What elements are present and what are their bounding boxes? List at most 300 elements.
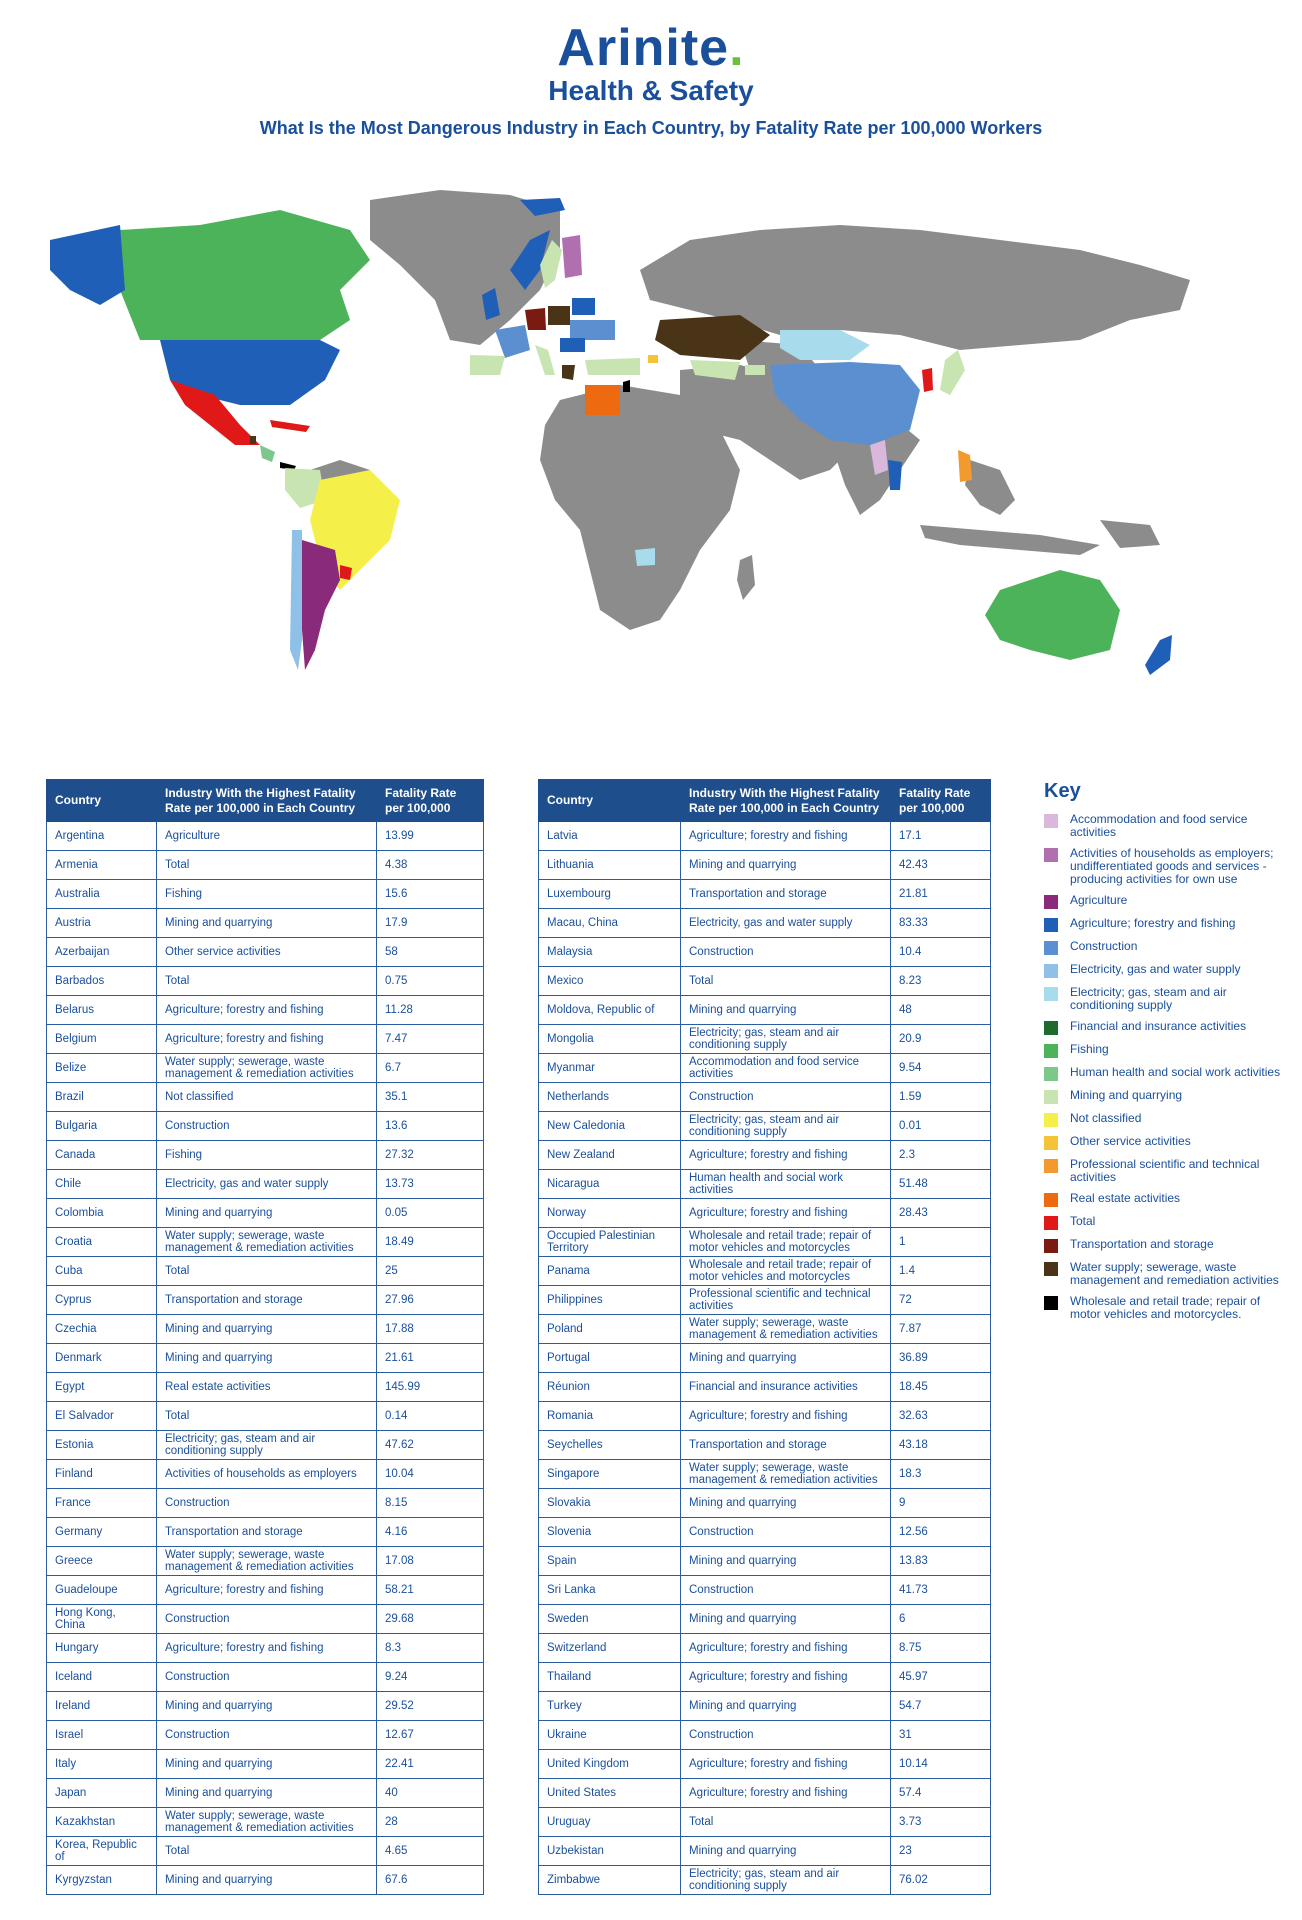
table-row [47,1779,484,1808]
table-row [539,1402,991,1431]
table-row [47,1141,484,1170]
table-row [539,1141,991,1170]
cell-industry: Transportation and storage [681,880,891,909]
cell-country: Cuba [47,1257,157,1286]
table-row [539,1547,991,1576]
greece-shape [562,365,575,380]
world-map-svg [40,170,1260,770]
key-swatch [1044,1193,1058,1207]
header-country: Country [539,780,681,822]
cell-industry: Agriculture; forestry and fishing [681,1663,891,1692]
key-item [1044,1135,1284,1150]
cell-rate: 36.89 [891,1344,991,1373]
cell-country: Latvia [539,822,681,851]
table-row [47,1460,484,1489]
cell-industry: Water supply; sewerage, waste management & remediation activities [157,1054,377,1083]
table-row [539,909,991,938]
cell-rate: 4.65 [377,1837,484,1866]
cell-rate: 45.97 [891,1663,991,1692]
cell-industry: Construction [157,1489,377,1518]
cell-country: Uzbekistan [539,1837,681,1866]
cell-industry: Construction [681,938,891,967]
cell-country: Norway [539,1199,681,1228]
table-row [47,1634,484,1663]
cell-rate: 27.32 [377,1141,484,1170]
table-row [539,1576,991,1605]
key-item [1044,986,1284,1012]
key-swatch [1044,941,1058,955]
argentina-shape [302,540,340,670]
table-row [539,1228,991,1257]
cell-rate: 12.56 [891,1518,991,1547]
spain-shape [470,355,505,375]
cell-country: Colombia [47,1199,157,1228]
cell-industry: Water supply; sewerage, waste management & remediation activities [681,1315,891,1344]
cell-industry: Mining and quarrying [681,1692,891,1721]
cell-country: Kazakhstan [47,1808,157,1837]
table-row [47,1866,484,1895]
cell-country: Moldova, Republic of [539,996,681,1025]
papua-shape [1100,520,1160,548]
table-row [47,1837,484,1866]
cell-industry: Total [681,1808,891,1837]
key-label: Agriculture [1070,893,1128,907]
cell-rate: 8.23 [891,967,991,996]
key-label: Other service activities [1070,1134,1191,1148]
key-label: Construction [1070,939,1138,953]
cell-industry: Total [157,1837,377,1866]
cell-industry: Agriculture; forestry and fishing [157,1576,377,1605]
cell-industry: Agriculture; forestry and fishing [681,1634,891,1663]
cell-industry: Transportation and storage [157,1518,377,1547]
key-swatch [1044,1067,1058,1081]
table-row [539,1199,991,1228]
cell-rate: 2.3 [891,1141,991,1170]
table-row [47,1025,484,1054]
cell-rate: 35.1 [377,1083,484,1112]
cell-industry: Total [681,967,891,996]
table-row [539,1257,991,1286]
key-item [1044,1020,1284,1035]
cell-rate: 10.4 [891,938,991,967]
key-label: Activities of households as employers; undifferentiated goods and services - producing activities for own use [1070,846,1274,886]
cell-rate: 0.14 [377,1402,484,1431]
cell-country: Uruguay [539,1808,681,1837]
cell-rate: 1.4 [891,1257,991,1286]
cell-rate: 0.75 [377,967,484,996]
cell-country: Croatia [47,1228,157,1257]
table-row [47,1605,484,1634]
logo-subtitle: Health & Safety [548,75,754,106]
key-label: Agriculture; forestry and fishing [1070,916,1236,930]
cell-rate: 25 [377,1257,484,1286]
cell-industry: Mining and quarrying [681,1547,891,1576]
fatality-table-right [538,779,991,1895]
table-row [47,1083,484,1112]
cell-industry: Other service activities [157,938,377,967]
key-item [1044,847,1284,886]
cell-industry: Mining and quarrying [681,996,891,1025]
cell-rate: 13.99 [377,822,484,851]
cell-country: Belarus [47,996,157,1025]
key-item [1044,1066,1284,1081]
logo-dot: . [729,19,745,77]
table-row [47,1518,484,1547]
zimbabwe-shape [635,548,655,566]
table-row [539,1286,991,1315]
cell-rate: 27.96 [377,1286,484,1315]
table-row [47,1402,484,1431]
key-swatch [1044,1044,1058,1058]
cell-country: Korea, Republic of [47,1837,157,1866]
cell-industry: Agriculture; forestry and fishing [681,1402,891,1431]
table-row [47,1315,484,1344]
cell-industry: Financial and insurance activities [681,1373,891,1402]
cell-industry: Transportation and storage [157,1286,377,1315]
header-industry: Industry With the Highest Fatality Rate per 100,000 in Each Country [157,780,377,822]
table-row [47,1286,484,1315]
key-swatch [1044,1113,1058,1127]
cell-rate: 18.49 [377,1228,484,1257]
cell-country: Australia [47,880,157,909]
key-swatch [1044,1296,1058,1310]
key-item [1044,1215,1284,1230]
cell-industry: Construction [157,1721,377,1750]
key-label: Fishing [1070,1042,1109,1056]
cell-rate: 13.6 [377,1112,484,1141]
canada-shape [120,210,370,340]
key-swatch [1044,895,1058,909]
key-label: Wholesale and retail trade; repair of motor vehicles and motorcycles. [1070,1294,1261,1321]
key-label: Total [1070,1214,1096,1228]
cell-industry: Mining and quarrying [157,909,377,938]
cell-industry: Wholesale and retail trade; repair of motor vehicles and motorcycles [681,1228,891,1257]
cell-rate: 145.99 [377,1373,484,1402]
cell-industry: Mining and quarrying [157,1344,377,1373]
cell-country: Philippines [539,1286,681,1315]
key-item [1044,940,1284,955]
key-item [1044,1295,1284,1321]
cell-industry: Mining and quarrying [681,1837,891,1866]
cell-rate: 28 [377,1808,484,1837]
key-item [1044,1238,1284,1253]
cell-country: Armenia [47,851,157,880]
cell-country: New Caledonia [539,1112,681,1141]
cell-industry: Mining and quarrying [681,1344,891,1373]
key-swatch [1044,1090,1058,1104]
cell-country: Mongolia [539,1025,681,1054]
cell-country: Belize [47,1054,157,1083]
cell-industry: Agriculture; forestry and fishing [157,996,377,1025]
cell-industry: Agriculture; forestry and fishing [681,1199,891,1228]
key-label: Electricity, gas and water supply [1070,962,1241,976]
cell-rate: 8.3 [377,1634,484,1663]
fatality-table-left [46,779,484,1895]
italy-shape [535,345,555,375]
table-row [539,1344,991,1373]
cell-industry: Construction [157,1112,377,1141]
cell-country: Mexico [539,967,681,996]
cell-industry: Not classified [157,1083,377,1112]
cell-country: Panama [539,1257,681,1286]
cell-industry: Construction [681,1083,891,1112]
cell-rate: 8.15 [377,1489,484,1518]
cell-country: Brazil [47,1083,157,1112]
cell-country: El Salvador [47,1402,157,1431]
cell-rate: 13.73 [377,1170,484,1199]
cell-country: Hong Kong, China [47,1605,157,1634]
cell-country: Denmark [47,1344,157,1373]
cell-country: Ukraine [539,1721,681,1750]
cell-industry: Mining and quarrying [157,1692,377,1721]
key-label: Professional scientific and technical activities [1070,1157,1260,1184]
egypt-shape [585,385,620,415]
cell-rate: 12.67 [377,1721,484,1750]
key-swatch [1044,1216,1058,1230]
cell-rate: 9.54 [891,1054,991,1083]
cell-country: Switzerland [539,1634,681,1663]
cell-country: New Zealand [539,1141,681,1170]
table-row [539,851,991,880]
table-row [539,1054,991,1083]
table-row [539,1083,991,1112]
cell-country: Barbados [47,967,157,996]
cell-rate: 83.33 [891,909,991,938]
table-row [539,1837,991,1866]
key-label: Water supply; sewerage, waste management and remediation activities [1070,1260,1279,1287]
table-row [539,1460,991,1489]
table-row [539,1025,991,1054]
key-swatch [1044,987,1058,1001]
world-map [40,170,1260,770]
cell-country: Myanmar [539,1054,681,1083]
cell-country: United States [539,1779,681,1808]
cell-rate: 15.6 [377,880,484,909]
cell-rate: 10.04 [377,1460,484,1489]
southeast-asia-shape [965,460,1015,515]
key-swatch [1044,1262,1058,1276]
cell-industry: Total [157,851,377,880]
table-row [539,1170,991,1199]
philippines-shape [958,450,972,482]
key-item [1044,813,1284,839]
cell-rate: 4.38 [377,851,484,880]
key-swatch [1044,964,1058,978]
indonesia-shape [920,525,1100,555]
cell-rate: 58 [377,938,484,967]
key-item [1044,1112,1284,1127]
cell-industry: Electricity; gas, steam and air conditioning supply [681,1866,891,1895]
key-label: Electricity; gas, steam and air conditioning supply [1070,985,1227,1012]
cell-rate: 28.43 [891,1199,991,1228]
cell-industry: Mining and quarrying [157,1779,377,1808]
key-label: Real estate activities [1070,1191,1181,1205]
cell-rate: 21.61 [377,1344,484,1373]
table-row [47,967,484,996]
key-item [1044,1089,1284,1104]
table-header-row [47,780,484,822]
table-header-row [539,780,991,822]
cell-industry: Water supply; sewerage, waste management & remediation activities [681,1460,891,1489]
header-rate: Fatality Rate per 100,000 [377,780,484,822]
cell-industry: Real estate activities [157,1373,377,1402]
key-label: Mining and quarrying [1070,1088,1183,1102]
cell-rate: 40 [377,1779,484,1808]
table-row [47,938,484,967]
cell-rate: 1.59 [891,1083,991,1112]
cell-country: Canada [47,1141,157,1170]
cell-rate: 13.83 [891,1547,991,1576]
australia-shape [985,570,1120,660]
cell-industry: Agriculture; forestry and fishing [681,1750,891,1779]
cell-industry: Agriculture; forestry and fishing [157,1025,377,1054]
key-swatch [1044,1136,1058,1150]
cell-industry: Mining and quarrying [157,1199,377,1228]
cell-industry: Electricity, gas and water supply [157,1170,377,1199]
cell-country: Cyprus [47,1286,157,1315]
cell-country: Turkey [539,1692,681,1721]
table-row [539,1808,991,1837]
key-item [1044,1261,1284,1287]
cell-rate: 76.02 [891,1866,991,1895]
cell-industry: Water supply; sewerage, waste management & remediation activities [157,1228,377,1257]
cell-country: Singapore [539,1460,681,1489]
cell-rate: 3.73 [891,1808,991,1837]
cell-country: Chile [47,1170,157,1199]
cell-rate: 67.6 [377,1866,484,1895]
cell-rate: 43.18 [891,1431,991,1460]
palestine-shape [623,380,630,392]
key-label: Not classified [1070,1111,1142,1125]
cell-country: Iceland [47,1663,157,1692]
table-row [47,1054,484,1083]
kyrgyzstan-shape [745,365,765,375]
cell-rate: 9 [891,1489,991,1518]
key-label: Transportation and storage [1070,1237,1214,1251]
cell-country: Seychelles [539,1431,681,1460]
cell-industry: Mining and quarrying [157,1866,377,1895]
table-row [47,1489,484,1518]
cell-rate: 54.7 [891,1692,991,1721]
cell-country: Israel [47,1721,157,1750]
cell-industry: Agriculture; forestry and fishing [681,1779,891,1808]
cell-rate: 22.41 [377,1750,484,1779]
cell-rate: 11.28 [377,996,484,1025]
table-row [47,1750,484,1779]
cell-rate: 57.4 [891,1779,991,1808]
cell-rate: 7.47 [377,1025,484,1054]
table-row [47,1170,484,1199]
table-row [539,1692,991,1721]
cell-industry: Agriculture; forestry and fishing [157,1634,377,1663]
unclassified-countries [310,190,1190,630]
table-row [539,1866,991,1895]
cell-industry: Agriculture; forestry and fishing [681,1141,891,1170]
key-swatch [1044,1021,1058,1035]
cell-country: Netherlands [539,1083,681,1112]
key-swatch [1044,814,1058,828]
table-row [539,1315,991,1344]
table-row [47,1199,484,1228]
table-row [47,1431,484,1460]
key-item [1044,963,1284,978]
table-row [539,1663,991,1692]
cell-country: Thailand [539,1663,681,1692]
cell-country: Slovakia [539,1489,681,1518]
cell-country: Czechia [47,1315,157,1344]
table-row [47,1576,484,1605]
cell-industry: Mining and quarrying [157,1750,377,1779]
cell-country: Egypt [47,1373,157,1402]
cell-rate: 41.73 [891,1576,991,1605]
belize-shape [250,436,256,444]
table-row [47,1112,484,1141]
brand-logo [0,19,1302,106]
cell-rate: 6 [891,1605,991,1634]
table-row [47,822,484,851]
table-row [47,996,484,1025]
key-item [1044,1192,1284,1207]
cell-industry: Construction [157,1605,377,1634]
cell-industry: Water supply; sewerage, waste management & remediation activities [157,1808,377,1837]
cell-industry: Human health and social work activities [681,1170,891,1199]
table-row [47,1344,484,1373]
turkey-shape [585,358,640,375]
cell-industry: Construction [681,1518,891,1547]
table-row [47,1228,484,1257]
cell-country: Sweden [539,1605,681,1634]
cell-country: Germany [47,1518,157,1547]
key-title: Key [1044,780,1081,802]
cell-country: Hungary [47,1634,157,1663]
cell-rate: 20.9 [891,1025,991,1054]
cell-rate: 72 [891,1286,991,1315]
key-label: Human health and social work activities [1070,1065,1281,1079]
nicaragua-shape [260,445,275,462]
cell-industry: Electricity, gas and water supply [681,909,891,938]
cell-country: Azerbaijan [47,938,157,967]
cell-industry: Mining and quarrying [681,851,891,880]
cell-rate: 51.48 [891,1170,991,1199]
africa-shape [540,385,740,630]
cuba-shape [270,420,310,432]
cell-country: Poland [539,1315,681,1344]
madagascar-shape [737,555,755,600]
key-item [1044,894,1284,909]
cell-industry: Water supply; sewerage, waste management & remediation activities [157,1547,377,1576]
header-industry: Industry With the Highest Fatality Rate per 100,000 in Each Country [681,780,891,822]
map-key [1044,780,1284,1329]
table-row [539,1489,991,1518]
table-row [539,1373,991,1402]
cell-country: Estonia [47,1431,157,1460]
cell-country: Lithuania [539,851,681,880]
logo-name: Arinite [557,19,730,77]
table-row [47,1692,484,1721]
cell-country: Zimbabwe [539,1866,681,1895]
table-row [539,1721,991,1750]
cell-rate: 48 [891,996,991,1025]
cell-country: Slovenia [539,1518,681,1547]
table-row [47,1373,484,1402]
table-row [539,1431,991,1460]
cell-rate: 42.43 [891,851,991,880]
cell-industry: Total [157,1257,377,1286]
table-row [539,967,991,996]
cell-rate: 0.05 [377,1199,484,1228]
table-row [539,1518,991,1547]
cell-rate: 8.75 [891,1634,991,1663]
